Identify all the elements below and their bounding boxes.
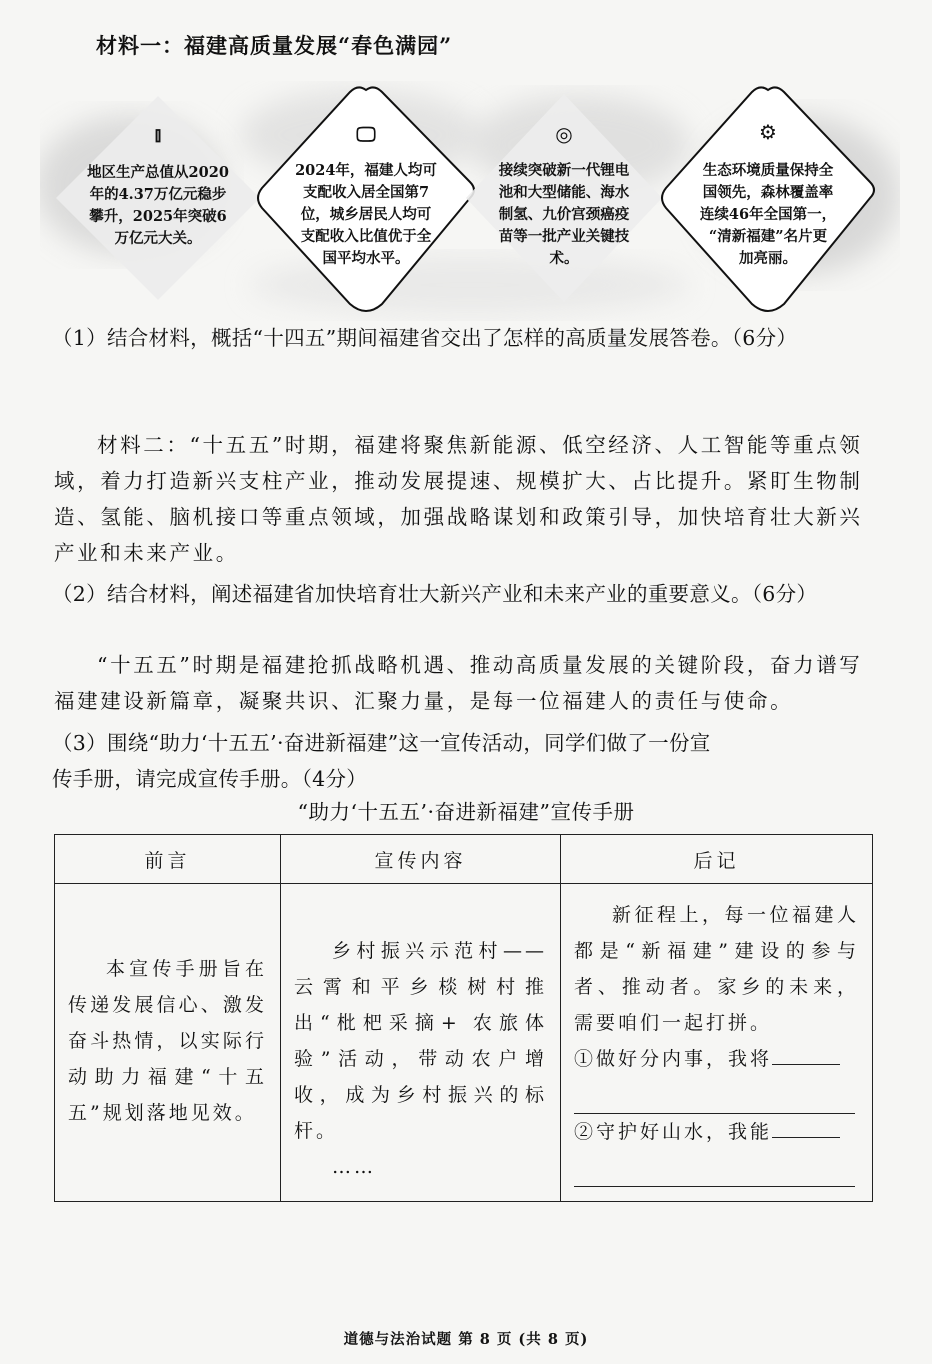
content-ellipsis: …… bbox=[332, 1156, 376, 1178]
material1-title: 材料一：福建高质量发展“春色满园” bbox=[96, 33, 453, 58]
prompt-2: ②守护好山水，我能 bbox=[574, 1114, 859, 1150]
card-text: 地区生产总值从2020 年的4.37万亿元稳步 攀升，2025年突破6 万亿元大关。 bbox=[87, 164, 229, 247]
monitor-icon: 🖵 bbox=[356, 122, 376, 146]
header-postscript: 后记 bbox=[561, 835, 873, 884]
target-icon: ◎ bbox=[555, 122, 573, 146]
material2-paragraph: 材料二：“十五五”时期，福建将聚焦新能源、低空经济、人工智能等重点领域，着力打造新兴支柱产业，推动发展提速、规模扩大、占比提升。紧盯生物制造、氢能、脑机接口等重点领域，加强战略谋划和政策引导，加快培育壮大新兴产业和未来产业。 bbox=[54, 433, 863, 565]
header-preface: 前言 bbox=[55, 835, 281, 884]
content-text: 乡村振兴示范村——云霄和平乡棪树村推出“枇杷采摘+ 农旅体验”活动，带动农户增收，成为乡村振兴的标杆。 bbox=[294, 940, 547, 1142]
info-card-ecology bbox=[652, 78, 884, 318]
preface-cell bbox=[55, 884, 281, 1202]
gear-icon: ⚙ bbox=[759, 120, 777, 144]
card-text: 接续突破新一代锂电 池和大型储能、海水 制氢、九价宫颈癌疫 苗等一批产业关键技 术。 bbox=[498, 162, 630, 267]
question-2: （2）结合材料，阐述福建省加快培育壮大新兴产业和未来产业的重要意义。（6分） bbox=[52, 582, 818, 606]
info-card-technology bbox=[452, 78, 676, 318]
info-card-gdp bbox=[38, 78, 278, 318]
question-3-line1: （3）围绕“助力‘十五五’·奋进新福建”这一宣传活动，同学们做了一份宣 bbox=[52, 731, 711, 755]
answer-blank-1b[interactable] bbox=[574, 1077, 855, 1114]
page-footer: 道德与法治试题 第 8 页 (共 8 页) bbox=[343, 1331, 589, 1348]
handbook-table bbox=[54, 834, 873, 1202]
content-cell bbox=[281, 884, 561, 1202]
answer-blank-1a[interactable] bbox=[772, 1042, 840, 1065]
card-text: 2024年，福建人均可 支配收入居全国第7 位，城乡居民人均可 支配收入比值优于全 国平均水平。 bbox=[295, 162, 437, 267]
question-3-line2: 传手册，请完成宣传手册。（4分） bbox=[52, 767, 368, 791]
answer-blank-2a[interactable] bbox=[772, 1115, 840, 1138]
prompt-1: ①做好分内事，我将 bbox=[574, 1041, 859, 1077]
handbook-title: “助力‘十五五’·奋进新福建”宣传手册 bbox=[297, 800, 635, 824]
postscript-cell bbox=[561, 884, 873, 1202]
header-content: 宣传内容 bbox=[281, 835, 561, 884]
question-1: （1）结合材料，概括“十四五”期间福建省交出了怎样的高质量发展答卷。（6分） bbox=[52, 326, 798, 350]
answer-blank-2b[interactable] bbox=[574, 1150, 855, 1187]
card-text: 生态环境质量保持全 国领先，森林覆盖率 连续46年全国第一， “清新福建”名片更 加亮丽。 bbox=[699, 162, 837, 267]
question3-intro: “十五五”时期是福建抢抓战略机遇、推动高质量发展的关键阶段，奋力谱写福建建设新篇章，凝聚共识、汇聚力量，是每一位福建人的责任与使命。 bbox=[54, 653, 863, 713]
growth-chart-icon: ⫾ bbox=[154, 122, 162, 146]
info-card-income bbox=[248, 78, 484, 318]
preface-text: 本宣传手册旨在传递发展信心、激发奋斗热情，以实际行动助力福建“十五五”规划落地见效。 bbox=[68, 958, 267, 1124]
postscript-text: 新征程上，每一位福建人都是“新福建”建设的参与者、推动者。家乡的未来，需要咱们一起打拼。 bbox=[574, 904, 859, 1034]
